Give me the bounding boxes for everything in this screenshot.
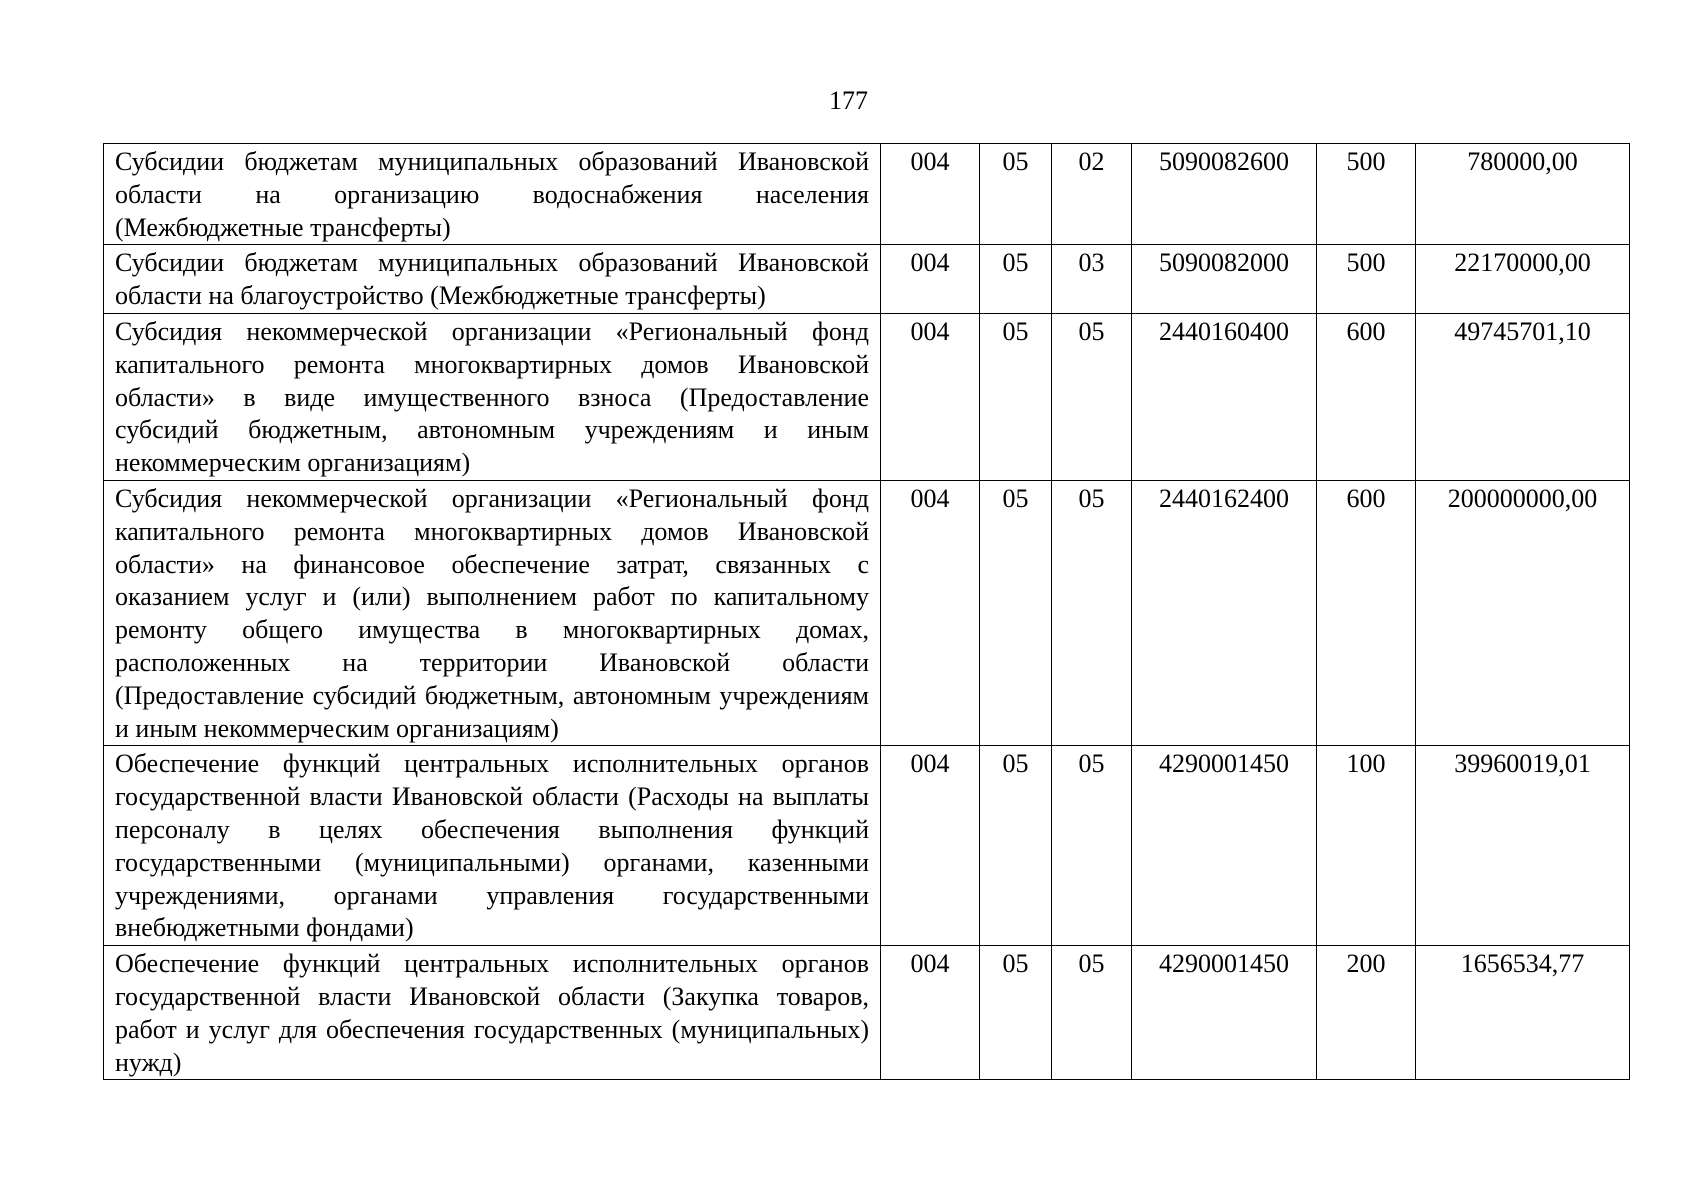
table-row (104, 313, 1630, 480)
row-target-code: 2440162400 (1132, 480, 1317, 745)
row-section-code: 05 (980, 144, 1052, 245)
row-description: Обеспечение функций центральных исполнительных органов государственной власти Ивановской области (Закупка товаров, работ и услуг для обеспечения государственных (муниципальных) нужд) (104, 946, 881, 1080)
row-ved-code: 004 (881, 480, 980, 745)
row-amount: 1656534,77 (1416, 946, 1630, 1080)
row-description: Субсидии бюджетам муниципальных образований Ивановской области на благоустройство (Межбюджетные трансферты) (104, 245, 881, 314)
row-expense-type-code: 500 (1317, 245, 1416, 314)
row-description: Субсидия некоммерческой организации «Региональный фонд капитального ремонта многоквартирных домов Ивановской области» на финансовое обеспечение затрат, связанных с оказанием услуг и (или) выполнением работ по капитальному ремонту общего имущества в многоквартирных домах, расположенных на территории Ивановской области (Предоставление субсидий бюджетным, автономным учреждениям и иным некоммерческим организациям) (104, 480, 881, 745)
row-expense-type-code: 500 (1317, 144, 1416, 245)
row-section-code: 05 (980, 946, 1052, 1080)
row-ved-code: 004 (881, 946, 980, 1080)
row-expense-type-code: 600 (1317, 313, 1416, 480)
row-ved-code: 004 (881, 746, 980, 946)
row-target-code: 4290001450 (1132, 746, 1317, 946)
row-subsection-code: 05 (1052, 480, 1132, 745)
row-target-code: 5090082600 (1132, 144, 1317, 245)
table-row (104, 946, 1630, 1080)
row-ved-code: 004 (881, 313, 980, 480)
row-section-code: 05 (980, 245, 1052, 314)
row-amount: 22170000,00 (1416, 245, 1630, 314)
row-amount: 200000000,00 (1416, 480, 1630, 745)
row-subsection-code: 02 (1052, 144, 1132, 245)
row-section-code: 05 (980, 746, 1052, 946)
row-section-code: 05 (980, 313, 1052, 480)
row-section-code: 05 (980, 480, 1052, 745)
row-amount: 780000,00 (1416, 144, 1630, 245)
row-target-code: 5090082000 (1132, 245, 1317, 314)
table-row (104, 480, 1630, 745)
table-row (104, 245, 1630, 314)
row-amount: 49745701,10 (1416, 313, 1630, 480)
row-subsection-code: 05 (1052, 313, 1132, 480)
row-target-code: 4290001450 (1132, 946, 1317, 1080)
row-description: Субсидии бюджетам муниципальных образований Ивановской области на организацию водоснабжения населения (Межбюджетные трансферты) (104, 144, 881, 245)
page-number: 177 (829, 86, 868, 115)
row-ved-code: 004 (881, 144, 980, 245)
row-subsection-code: 05 (1052, 946, 1132, 1080)
row-expense-type-code: 100 (1317, 746, 1416, 946)
budget-table (103, 143, 1630, 1080)
row-expense-type-code: 200 (1317, 946, 1416, 1080)
row-subsection-code: 03 (1052, 245, 1132, 314)
table-row (104, 144, 1630, 245)
row-expense-type-code: 600 (1317, 480, 1416, 745)
row-subsection-code: 05 (1052, 746, 1132, 946)
row-target-code: 2440160400 (1132, 313, 1317, 480)
table-row (104, 746, 1630, 946)
row-ved-code: 004 (881, 245, 980, 314)
row-description: Обеспечение функций центральных исполнительных органов государственной власти Ивановской области (Расходы на выплаты персоналу в целях обеспечения выполнения функций государственными (муниципальными) органами, казенными учреждениями, органами управления государственными внебюджетными фондами) (104, 746, 881, 946)
row-amount: 39960019,01 (1416, 746, 1630, 946)
row-description: Субсидия некоммерческой организации «Региональный фонд капитального ремонта многоквартирных домов Ивановской области» в виде имущественного взноса (Предоставление субсидий бюджетным, автономным учреждениям и иным некоммерческим организациям) (104, 313, 881, 480)
